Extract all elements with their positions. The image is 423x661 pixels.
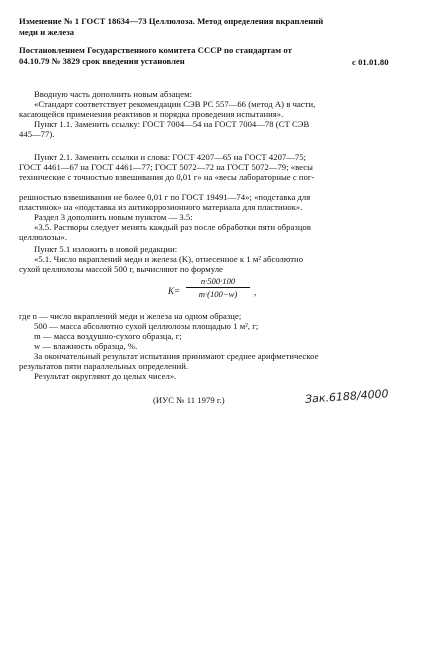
body-line-7: ГОСТ 4461—67 на ГОСТ 4461—77; ГОСТ 5072—72 на ГОСТ 5072—79; «весы bbox=[19, 162, 313, 172]
body-line-15: «5.1. Число вкраплений меди и железа (K), отнесенное к 1 м² абсолютно bbox=[34, 254, 304, 264]
body-line-16: сухой целлюлозы массой 500 г, вычисляют по формуле bbox=[19, 264, 223, 274]
body-line-3: касающейся применения реактивов и порядка проведения испытания». bbox=[19, 109, 284, 119]
amendment-title-line-2: меди и железа bbox=[19, 27, 75, 37]
formula-lhs: K= bbox=[168, 286, 181, 296]
legend-line-m: m — масса воздушно-сухого образца, г; bbox=[34, 331, 182, 341]
resolution-line-1: Постановлением Государственного комитета СССР по стандартам от bbox=[19, 45, 292, 55]
formula-fraction bbox=[186, 276, 250, 299]
legend-line-w: w — влажность образца, %. bbox=[34, 341, 138, 351]
amendment-title-line-1: Изменение № 1 ГОСТ 18634—73 Целлюлоза. Метод определения вкраплений bbox=[19, 16, 324, 26]
resolution-line-2: 04.10.79 № 3829 срок введения установлен bbox=[19, 56, 185, 66]
result-line-2: результатов пяти параллельных определений. bbox=[19, 361, 189, 371]
body-line-11: Раздел 3 дополнить новым пунктом — 3.5: bbox=[34, 212, 193, 222]
body-line-2: «Стандарт соответствует рекомендации СЭВ РС 557—66 (метод А) в части, bbox=[34, 99, 316, 109]
body-line-9: решностью взвешивания не более 0,01 г по ГОСТ 19491—74»; «подставка для bbox=[19, 192, 311, 202]
body-line-13: целлюлозы». bbox=[19, 232, 67, 242]
source-reference: (ИУС № 11 1979 г.) bbox=[153, 395, 225, 405]
body-line-4: Пункт 1.1. Заменить ссылку: ГОСТ 7004—54 на ГОСТ 7004—78 (СТ СЭВ bbox=[34, 119, 310, 129]
formula-numerator: n·500·100 bbox=[200, 276, 236, 286]
effective-date: с 01.01.80 bbox=[352, 57, 389, 67]
result-line-1: За окончательный результат испытания принимают среднее арифметическое bbox=[34, 351, 319, 361]
formula-comma: , bbox=[254, 287, 257, 297]
legend-line-500: 500 — масса абсолютно сухой целлюлозы площадью 1 м², г; bbox=[34, 321, 259, 331]
body-line-5: 445—77). bbox=[19, 129, 55, 139]
formula-denominator: m·(100−w) bbox=[198, 289, 238, 299]
body-line-10: пластинок» на «подставка из антикоррозионного материала для пластинок». bbox=[19, 202, 303, 212]
body-line-8: технические с точностью взвешивания до 0,01 г» на «весы лабораторные с пог- bbox=[19, 172, 315, 182]
body-line-14: Пункт 5.1 изложить в новой редакции: bbox=[34, 244, 178, 254]
fraction-bar bbox=[186, 287, 250, 288]
body-line-1: Вводную часть дополнить новым абзацем: bbox=[34, 89, 193, 99]
body-line-12: «3.5. Растворы следует менять каждый раз после обработки пяти образцов bbox=[34, 222, 311, 232]
handwritten-order-number: Зак.6188/4000 bbox=[304, 387, 389, 406]
body-line-6: Пункт 2.1. Заменить ссылки и слова: ГОСТ 4207—65 на ГОСТ 4207—75; bbox=[34, 152, 307, 162]
result-line-3: Результат округляют до целых чисел». bbox=[34, 371, 177, 381]
legend-line-n: где n — число вкраплений меди и железа на одном образце; bbox=[19, 311, 242, 321]
